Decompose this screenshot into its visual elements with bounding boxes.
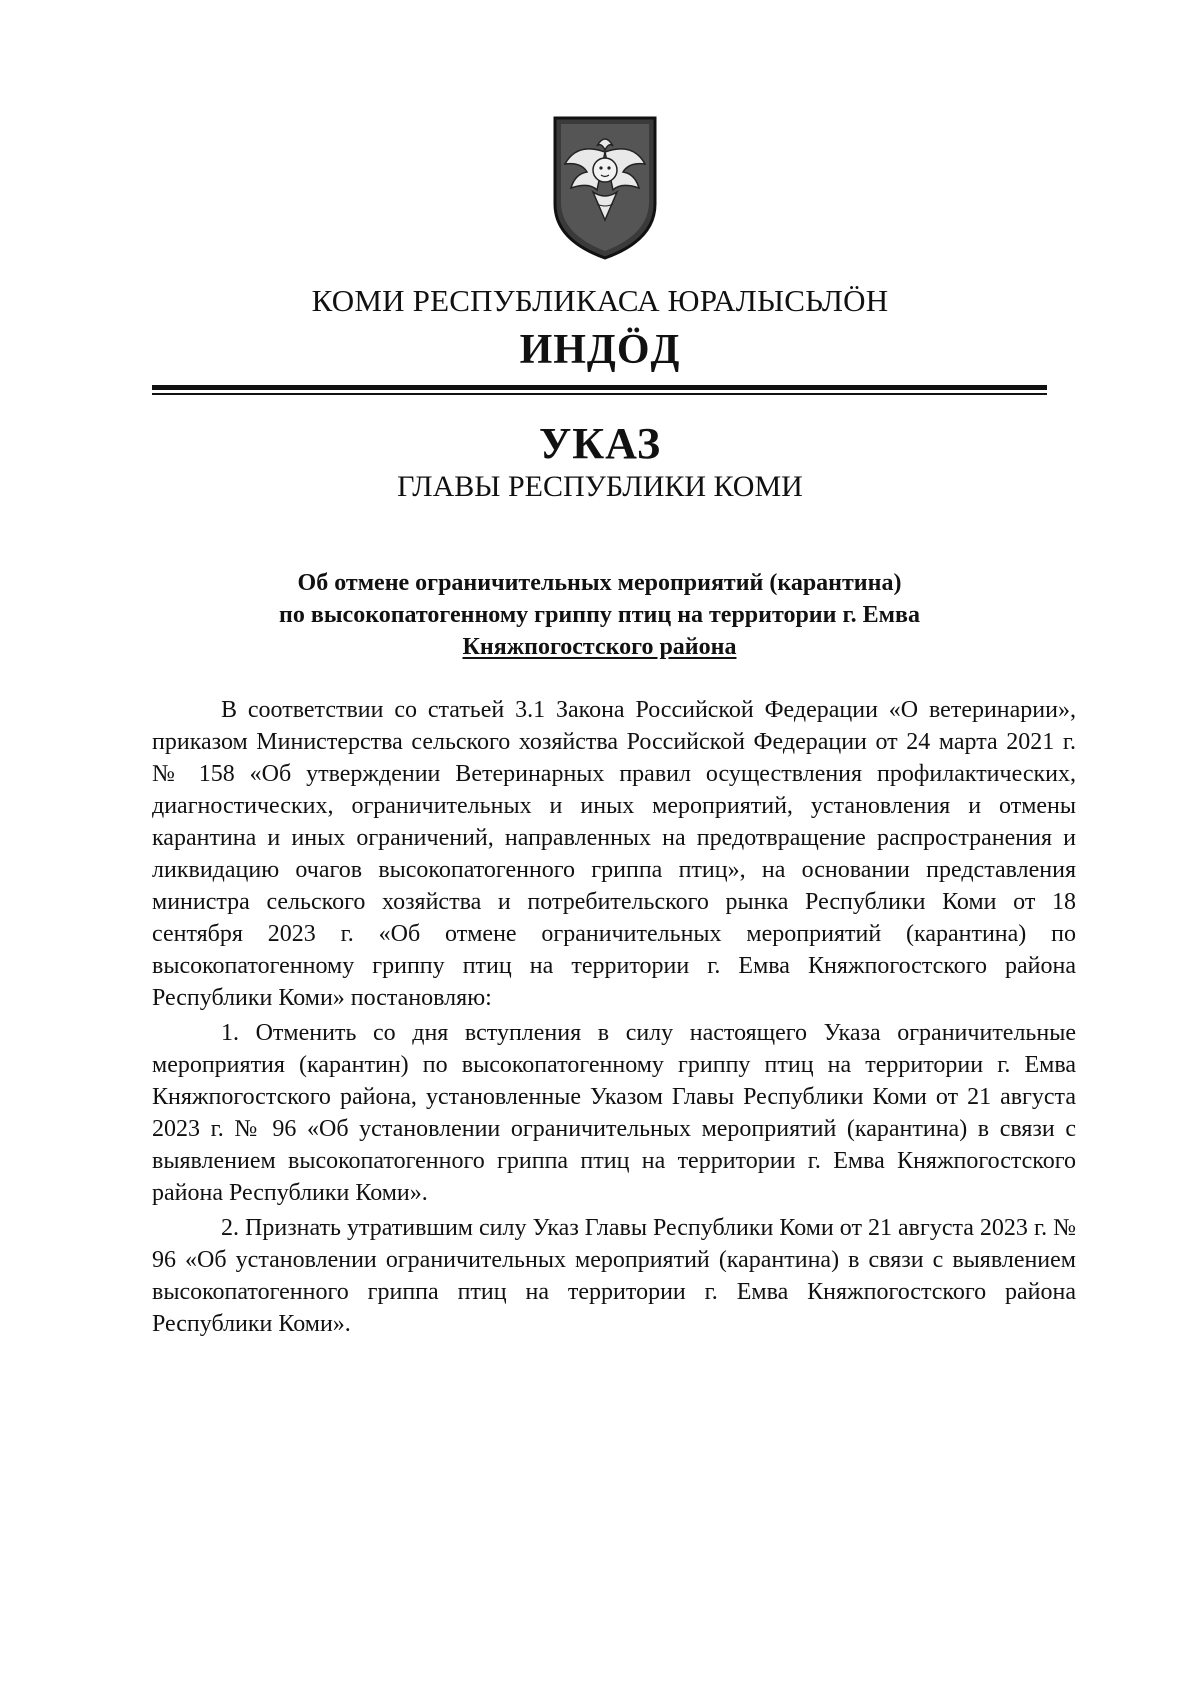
republic-head-title-komi: КОМИ РЕСПУБЛИКАСА ЮРАЛЫСЬЛÖН	[311, 283, 889, 318]
decree-word-komi: ИНДÖД	[519, 327, 681, 373]
komi-republic-coat-of-arms-icon	[547, 112, 663, 264]
header-divider-thick	[152, 385, 1047, 390]
decree-subject	[152, 567, 1047, 663]
item-2-paragraph: 2. Признать утратившим силу Указ Главы Республики Коми от 21 августа 2023 г. № 96 «Об установлении ограничительных мероприятий (карантина) в связи с выявлением высокопатогенного гриппа птиц на территории г. Емва Княжпогостского района Республики Коми».	[152, 1215, 1076, 1337]
decree-body	[152, 694, 1076, 1340]
header-divider-thin	[152, 393, 1047, 395]
decree-subject-line-2: по высокопатогенному гриппу птиц на территории г. Емва	[279, 602, 920, 628]
preamble-paragraph: В соответствии со статьей 3.1 Закона Российской Федерации «О ветеринарии», приказом Министерства сельского хозяйства Российской Федерации от 24 марта 2021 г. № 158 «Об утверждении Ветеринарных правил осуществления профилактических, диагностических, ограничительных и иных мероприятий, установления и отмены карантина и иных ограничений, направленных на предотвращение распространения и ликвидацию очагов высокопатогенного гриппа птиц», на основании представления министра сельского хозяйства и потребительского рынка Республики Коми от 18 сентября 2023 г. «Об отмене ограничительных мероприятий (карантина) по высокопатогенному гриппу птиц на территории г. Емва Княжпогостского района Республики Коми» постановляю:	[152, 697, 1076, 1011]
item-1-paragraph: 1. Отменить со дня вступления в силу настоящего Указа ограничительные мероприятия (карантин) по высокопатогенному гриппу птиц на территории г. Емва Княжпогостского района, установленные Указом Главы Республики Коми от 21 августа 2023 г. № 96 «Об установлении ограничительных мероприятий (карантина) в связи с выявлением высокопатогенного гриппа птиц на территории г. Емва Княжпогостского района Республики Коми».	[152, 1020, 1076, 1206]
decree-subject-line-1: Об отмене ограничительных мероприятий (карантина)	[297, 570, 902, 596]
decree-issuer: ГЛАВЫ РЕСПУБЛИКИ КОМИ	[397, 470, 803, 503]
decree-title: УКАЗ	[538, 419, 662, 468]
decree-subject-line-3: Княжпогостского района	[462, 634, 737, 660]
